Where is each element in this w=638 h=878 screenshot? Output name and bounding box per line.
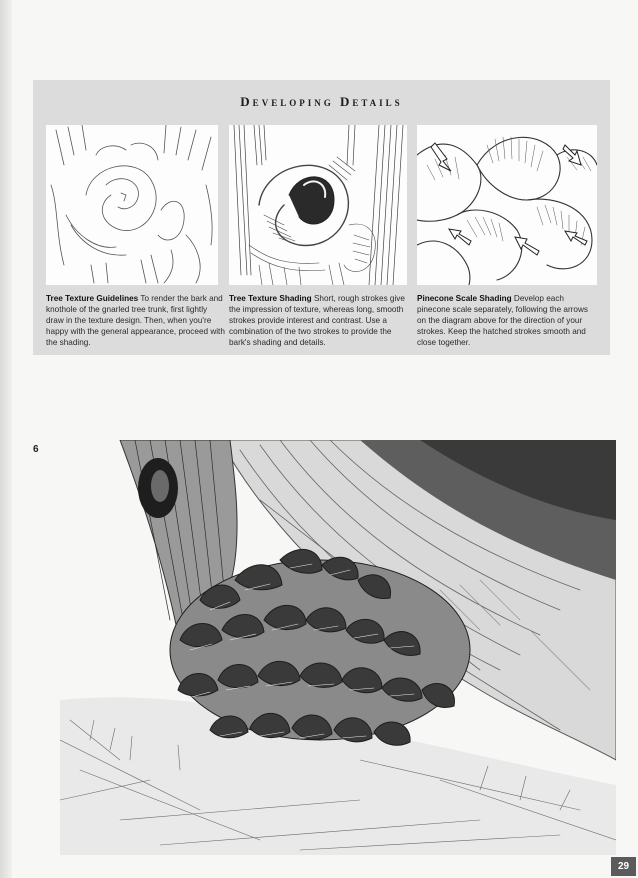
step-caption-tree-texture-guidelines <box>46 293 226 348</box>
step-caption-pinecone-scale-shading <box>417 293 597 348</box>
step-text: Develop each pinecone scale separately, following the arrows on the diagram above for the direction of your strokes. Keep the hatched strokes smooth and close together. <box>417 294 588 347</box>
step-heading: Tree Texture Guidelines <box>46 294 139 303</box>
developing-details-panel <box>33 80 610 355</box>
step-text: To render the bark and knothole of the gnarled tree trunk, first lightly draw in the texture design. Then, when you're happy with the general appearance, proceed with the shading. <box>46 294 225 347</box>
step-heading: Pinecone Scale Shading <box>417 294 512 303</box>
section-title: Developing Details <box>240 94 403 109</box>
tree-texture-guidelines-sketch <box>46 125 218 285</box>
page-binding-shadow <box>0 0 12 878</box>
step-caption-tree-texture-shading <box>229 293 409 348</box>
step-heading: Tree Texture Shading <box>229 294 312 303</box>
finished-pinecone-drawing <box>60 440 616 855</box>
tree-texture-shading-sketch <box>229 125 407 285</box>
page-number: 29 <box>611 857 636 876</box>
pinecone-scale-shading-diagram <box>417 125 597 285</box>
step-text: Short, rough strokes give the impression of texture, whereas long, smooth strokes provide interest and contrast. Use a combination of the two strokes to provide the bark's shading and details. <box>229 294 405 347</box>
step-number: 6 <box>33 444 39 455</box>
